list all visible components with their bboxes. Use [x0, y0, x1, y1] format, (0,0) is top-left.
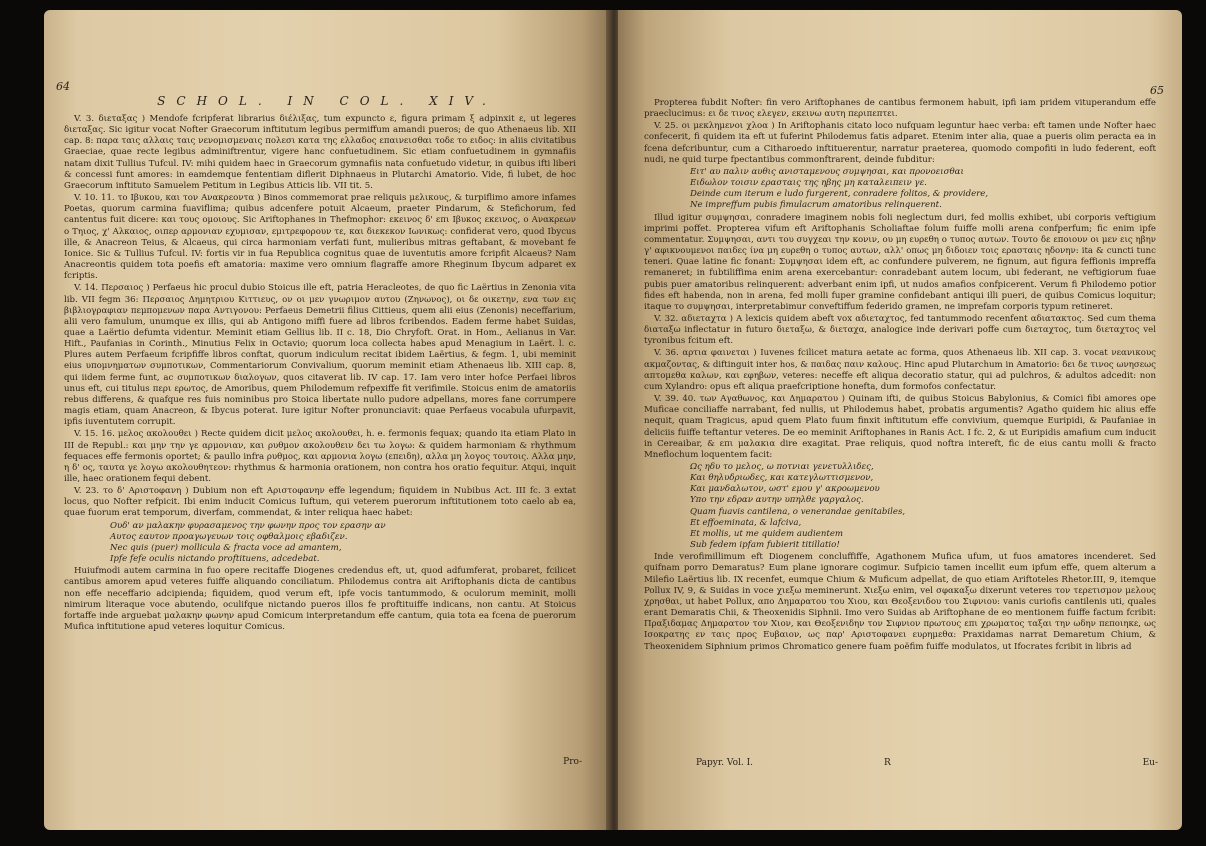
verse-line: Και μανδαλωτον, ωστ' εμου γ' ακροωμενου: [690, 484, 880, 495]
signature-letter: R: [884, 758, 891, 768]
verse-line: Ως ηδυ το μελος, ω ποτνιαι γενετυλλιδες,: [690, 462, 874, 472]
verse-line: Et effoeminata, & lafciva,: [690, 517, 802, 528]
verse-line: Ειτ' αυ παλιν αυθις ανισταμενους συμψησαι, και προνοεισθαι: [690, 166, 964, 177]
paragraph: Huiufmodi autem carmina in fuo opere recitaffe Diogenes credendus eft, ut, quod adfumferat, probaret, fcilicet cantibus amorem apud veteres fuiffe aliquando conciliatum. Philodemus contra ait Ariftophanis dicta de cantibus non effe neceffario adcipienda; fiquidem, quod verum eft, ipfe vocis tantummodo, & oculorum meminit, molli nimirum literaque voce abutendo, oculifque nictando pueros illos fe proftituiffe indicans, non cantu. At Stoicus fortaffe inde arguebat μαλακην φωνην apud Comicum interpretandum effe cantum, quia tota ea fcena de puerorum Mufica inftitutione apud veteres loquitur Comicus.: [64, 566, 576, 633]
verse-line: Αυτος εαυτον προαγωγευων τοις οφθαλμοις εβαδιζεν.: [110, 531, 348, 542]
verse-quotation: [690, 167, 1156, 212]
paragraph: Illud igitur συμψησαι, conradere imaginem nobis foli neglectum duri, fed mollis exhibet, ubi corporis veftigium imprimi poffet. Propterea vifum eft Ariftophanis Scholiaftae folum fuiffe molli arena confperfum; fic enim ipfe commentatur. Συμψησαι, αντι του συγχεαι την κονιν, ου μη ευρεθη ο τυπος αυτων. Τουτο δε εποιουν οι μεν εις ηβην γ' αφικνουμενοι παιδες ίνα μη ευρεθη ο τυπος αυτων, αλλ' οπως μη διδοιεν τοις ερασταις ηδονην: ita & cuncti tunc teneri. Quae latine fic fonant: Συμψησαι idem eft, ac confundere pulverem, ne fignum, aut figura feffionis impreffa remaneret; in fubtiliffima enim arena exercebantur: conradebant autem locum, ubi federant, ne veftigiorum fuae pubis puer amatoribus relinquerent: adverbant enim ipfi, ut nudos amafios confpicerent. Verum fi Philodemo potior fides eft habenda, non in arena, fed molli fuper gramine confidebant antiqui illi pueri, de quibus Comicus loquitur; itaque το συμψησαι, interpretabimur conveftiffum federido gramen, ne imprefam corporis typum retineret.: [644, 212, 1156, 312]
paragraph: V. 3. διεταξας ) Mendofe fcripferat librarius διέλιξας, tum expuncto ε, figura primam ξ adpinxit ε, ut legeres διεταξας. Sic igitur vocat Nofter Graecorum inftitutum legibus permiffum amandi pueros; de quo Athenaeus lib. XII cap. 8: παρα ταις αλλαις ταις νενομισμεναις πολεσι κατα της ελλαδος επαινεισθαι τοδε το ειδος: in aliis civitatibus Graeciae, quae recte legibus adminiftrentur, vigere hanc confuetudinem. Sic etiam confuetudinem in gymnafiis natam dixit Tullius Tufcul. IV: mihi quidem haec in Graecorum gymnafiis nata confuetudo videtur, in quibus ifti liberi & concessi funt amores: in eamdemque fententiam diflerit Diphnaeus in Plutarchi Amatorio. Vide, fi lubet, de hoc Graecorum inftituto Samuelem Petitum in Legibus Atticis lib. VII tit. 5.: [64, 114, 576, 191]
book-spread: [44, 10, 1182, 830]
catchword-left: Pro-: [563, 757, 582, 767]
verse-quotation: [690, 462, 1156, 551]
paragraph: V. 39. 40. των Αγαθωνος, και Δημαρατου ) Quinam ifti, de quibus Stoicus Babylonius, & Comici fibi amores ope Muficae conciliaffe narrabant, fed nullis, ut Philodemus habet, probatis argumentis? Agatho quidem hic alius effe nequit, quam Tragicus, apud quem Plato fuum finxit inftitutum effe convivium, quemque Euripidi, & Paufaniae in deliciis fuiffe teftantur veteres. De eo meminit Ariftophanes in Ranis Act. I fc. 2, & ut Euripidis amafium cum inducit in Cereaibar, & επι μαλακια dire exagitat. Prae reliquis, quod noftra intereft, fic de eius cantu molli & fracto Mneflochum loquentem facit:: [644, 394, 1156, 460]
right-text-column: [644, 98, 1156, 654]
page-number-left: 64: [56, 80, 70, 93]
left-text-column: [64, 114, 576, 634]
right-page: [618, 10, 1182, 830]
paragraph: V. 14. Περσαιος ) Perfaeus hic procul dubio Stoicus ille eft, patria Heracleotes, de quo fic Laërtius in Zenonia vita lib. VII fegm 36: Περσαιος Δημητριου Κιττιευς, ον οι μεν γνωριμον αυτου (Ζηνωνος), οι δε οικετην, ενα των εις βιβλιογραφιαν πεμπομενων παρα Αντιγονου: Perfaeus Demetrii filius Cittieus, quem alii eius (Zenonis) neceffarium, alii vero famulum, unumque ex illis, qui ab Antigono miffi fuere ad libros fcribendos. Eadem ferme habet Suidas, quae a Laërtio defumta videntur. Meminit etiam Gellius lib. II c. 18, Dio Chryfoft. Orat. in Hom., Aelianus in Var. Hift., Paufanias in Corinth., Minutius Felix in Octavio; quorum loca collecta habes apud Menagium in Laërt. l. c. Plures autem Perfaeum fcripfiffe libros conftat, quorum indiculum recitat ibidem Laërtius, & fegm. 1, ubi meminit eius υπομνηματων συμποτικων, Commentariorum Convivalium, quorum meminit etiam Athenaeus lib. XIII cap. 8, qui iidem ferme funt, ac συμποτικων διαλογων, quos citaverat lib. IV cap. 17. Iam vero inter hofce Perfaei libros unus eft, cui titulus περι ερωτος, de Amoribus, quem Philodemum refpexiffe fit verifimile. Stoicus enim de amatoriis rebus differens, & quafque res fuis nominibus pro Stoica libertate nullo pudore adpellans, mores fane corrumpere magis etiam, quam Anacreon, & Ibycus poterat. Iure igitur Nofter pronunciavit: quae Perfaeus vocabula ufurpavit, ipfis iuventutem corrupit.: [64, 283, 576, 428]
verse-line: Sub fedem ipfam fubierit titillatio!: [690, 540, 840, 551]
verse-line: Deinde cum iterum e ludo furgerent, conradere folitos, & providere,: [690, 189, 989, 200]
paragraph: V. 25. οι μεκλημενοι χλοα ) In Ariftophanis citato loco nufquam leguntur haec verba: eft tamen unde Nofter haec confecerit, fi quidem ita eft ut fuferint Philodemus fatis adparet. Etenim inter alia, quae a pueris olim peracta ea in fcena defcribuntur, cum a Citharoedo inftituerentur, narratur praeterea, quomodo compofiti in ludo federent, eoft nudi, ne quid turpe fpectantibus commonftrarent, deinde fubditur:: [644, 121, 1156, 165]
verse-line: Et mollis, ut me quidem audientem: [690, 528, 844, 539]
paragraph: V. 32. αδιεταχτα ) A lexicis quidem abeft vox αδιεταχτος, fed tantummodo recenfent αδιατακτος. Sed cum thema διαταξω inflectatur in futuro διεταξω, & διεταχα, analogice inde derivari poffe cum διεταχτος, tum διεταχτος vel tyronibus fcitum eft.: [644, 313, 1156, 347]
verse-line: Ipfe fefe oculis nictando proftituens, adcedebat.: [110, 554, 320, 565]
paragraph: V. 36. αρτια φαινεται ) Iuvenes fcilicet matura aetate ac forma, quos Athenaeus lib. XII cap. 3. vocat νεανικους ακμαζοντας, & diftinguit inter hos, & παιδας παιν καλους. Hinc apud Plutarchum in Amatorio: δει δε τινος ωνησεως απτομεθα καλων, και εφηβων, veteres: neceffe eft aliqua decoratio statur, qui ad pulchros, & adultos adcedit: non cum Xylandro: opus eft aliqua praefcriptione honefta, dum formofos confectatur.: [644, 348, 1156, 392]
verse-line: Ειδωλον τοισιν ερασταις της ηβης μη καταλειπειν γε.: [690, 178, 927, 189]
verse-line: Υπο την εδραν αυτην υπηλθε γαργαλος.: [690, 495, 864, 506]
running-head: SCHOL. IN COL. XIV.: [157, 94, 497, 108]
paragraph: V. 15. 16. μελος ακολουθει ) Recte quidem dicit μελος ακολουθει, h. e. fermonis fequax; quando ita etiam Plato in III de Republ.: και μην την γε αρμονιαν, και ρυθμον ακολουθειν δει τω λογω: & quidem harmoniam & rhythmum fequaces effe fermonis oportet; & paullo infra ρυθμος, και αρμονια λογω (επειδη), αλλα μη λογος τουτοις. Αλλα μην, η δ' ος, ταυτα γε λογω ακολουθητεον: rhythmus & harmonia orationem, non contra hos oratio fequitur. Atqui, inquit ille, haec orationem fequi debent.: [64, 429, 576, 484]
verse-line: Ουδ' αν μαλακην φυρασαμενος την φωνην προς τον ερασην αν: [110, 520, 386, 531]
verse-line: Quam fuavis cantilena, o venerandae genitabiles,: [690, 506, 906, 517]
paragraph: V. 23. το δ' Αριστοφανη ) Dubium non eft Αριστοφανην effe legendum; fiquidem in Nubibus Act. III fc. 3 extat locus, quo Nofter refpicit. Ibi enim inducit Comicus Iuftum, qui veterem puerorum inftitutionem toto caelo ab ea, quae fuorum erat temporum, diverfam, commendat, & inter reliqua haec habet:: [64, 486, 576, 519]
verse-line: Ne impreffum pubis fimulacrum amatoribus relinquerent.: [690, 200, 942, 211]
verse-quotation: [110, 521, 576, 566]
paragraph: Propterea fubdit Nofter: fin vero Ariftophanes de cantibus fermonem habuit, ipfi iam pridem vituperandum effe praeclucimus: ει δε τινος ελεγεν, εκεινω αυτη περιπεπτει.: [644, 98, 1156, 120]
verse-line: Και θηλυδριωδες, και κατεγλωττισμενον,: [690, 473, 874, 484]
catchword-right: Eu-: [1142, 758, 1158, 768]
paragraph: Inde verofimillimum eft Diogenem concluffiffe, Agathonem Mufica ufum, ut fuos amatores incenderet. Sed quifnam porro Demaratus? Eum plane ignorare cogimur. Sufpicio tamen incellit eum ipfum effe, quem alterum a Milefio Laërtius lib. IX recenfet, eumque Chium & Muficum adpellat, de quo etiam Ariftoteles Rhetor.III, 9, itemque Pollux IV, 9, & Suidas in voce χιεξω meminerunt. Χιεξω enim, vel σφακαξω dixerunt veteres τον τερετισμον μελους χρησθαι, ut habet Pollux, απο Δημαρατου του Χιου, και Θεοξενιδου του Σιφνιου: vanis curiofis cantilenis uti, quales erant Demaratis Chii, & Theoxenidis Siphnii. Imo vero Suidas ab Ariftophane de eo mentionem fuiffe factum fcribit: Πραξιδαμας Δημαρατον τον Χιον, και Θεοξενιδην τον Σιφνιον πρωτους επι χρωματος ταξαι την ωδην πεποιηκε, ως Ισοκρατης εν ταις προς Ευβαιον, ως παρ' Αριστοφανει ευρημεθα: Praxidamas narrat Demaretum Chium, & Theoxenidem Siphnium primos Chromatico genere fuam poëfim fuiffe modulatos, ut Ifocrates fcribit in libris ad: [644, 552, 1156, 652]
left-page: [44, 10, 610, 830]
verse-line: Nec quis (puer) mollicula & fracta voce ad amantem,: [110, 542, 342, 553]
signature-mark: Papyr. Vol. I.: [696, 758, 754, 768]
page-number-right: 65: [1150, 84, 1164, 97]
paragraph: V. 10. 11. το Ιβυκου, και τον Ανακρεοντα ) Binos commemorat prae reliquis μελικους, & turpiflimo amore infames Poetas, quorum carmina fuaviflima; quibus adcenfere potuit Alcaeum, praeter Pindarum, & Stefichorum, fed cantentus fuit dicere: και τους ομοιους. Sic Ariftophanes in Thefmophor: εκεινος δ' επι Ιβυκος εκεινος, ο Ανακρεων ο Τηιος, χ' Αλκαιος, οιπερ αρμονιαν εχυμισαν, εμιτρεφορουν τε, και διεκεκον Ιωνικως: confiderat vero, quod Ibycus ille, & Anacreon Teius, & Alcaeus, qui circa harmoniam verfati funt, mulieribus mitras geftabant, & movebant fe Ionice. Sic & Tullius Tufcul. IV: fortis vir in fua Republica cognitus quae de iuventutis amore fcripfit Alcaeus? Nam Anacreontis quidem tota poefis eft amatoria: maxime vero omnium flagraffe amore Rheginum Ibycum adparet ex fcriptis.: [64, 193, 576, 282]
